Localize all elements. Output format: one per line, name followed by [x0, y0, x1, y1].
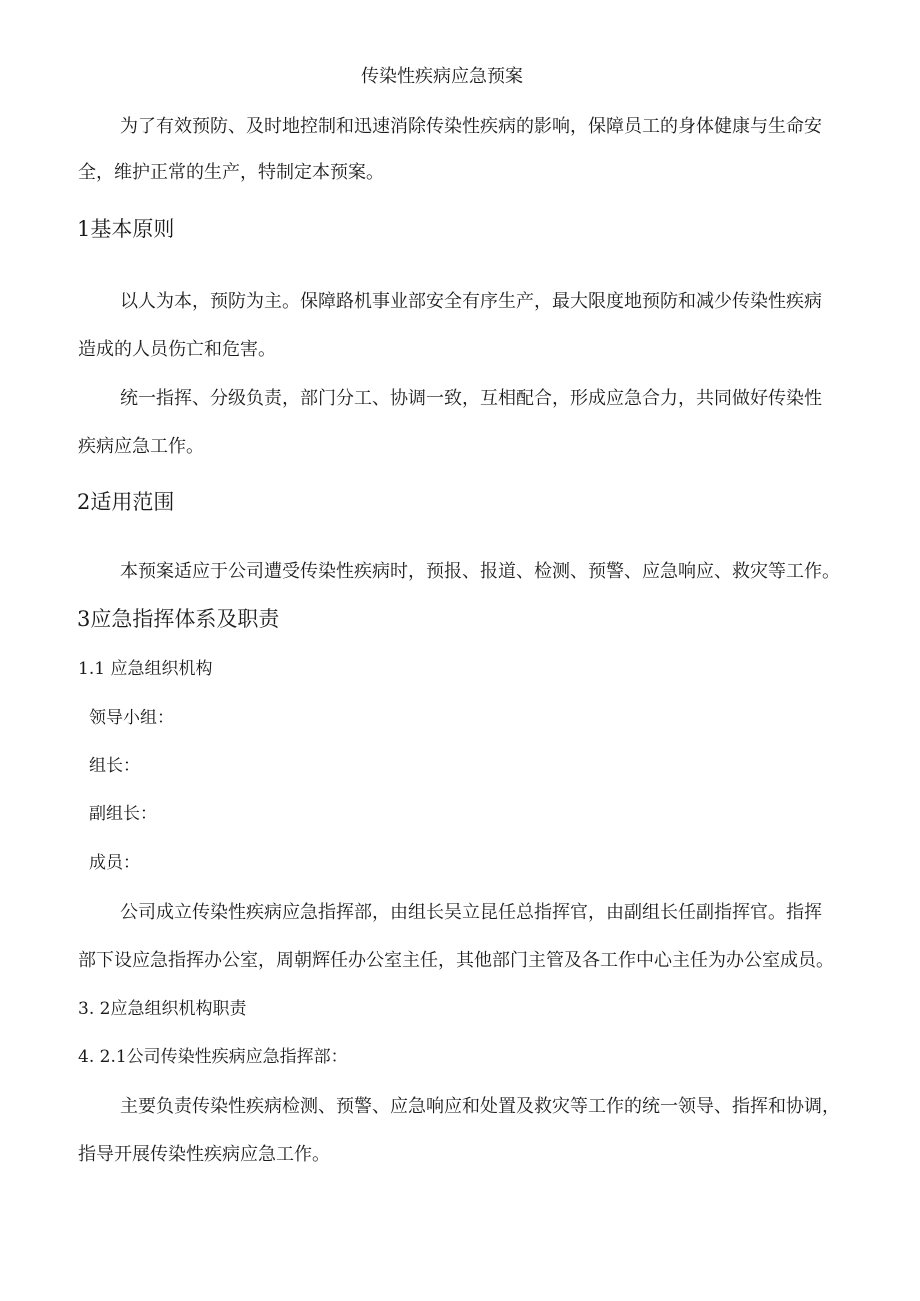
section-1-paragraph-1-line-1: 以人为本，预防为主。保障路机事业部安全有序生产，最大限度地预防和减少传染性疾病	[120, 291, 822, 312]
section-3-heading: 3应急指挥体系及职责	[77, 607, 280, 631]
subsection-2-paragraph-line-1: 主要负责传染性疾病检测、预警、应急响应和处置及救灾等工作的统一领导、指挥和协调，	[120, 1096, 840, 1117]
section-1-heading: 1基本原则	[77, 217, 175, 241]
subsection-2-1-heading: 4. 2.1公司传染性疾病应急指挥部：	[78, 1047, 348, 1067]
intro-line-2: 全，维护正常的生产，特制定本预案。	[78, 162, 384, 183]
subsection-1-paragraph-line-2: 部下设应急指挥办公室，周朝辉任办公室主任，其他部门主管及各工作中心主任为办公室成员。	[78, 950, 834, 971]
section-2-heading: 2适用范围	[77, 490, 175, 514]
deputy-leader-label: 副组长：	[89, 804, 157, 824]
subsection-1-heading: 1.1 应急组织机构	[78, 659, 213, 679]
section-1-paragraph-1-line-2: 造成的人员伤亡和危害。	[78, 339, 276, 360]
subsection-1-paragraph-line-1: 公司成立传染性疾病应急指挥部，由组长吴立昆任总指挥官，由副组长任副指挥官。指挥	[120, 902, 822, 923]
leader-group-label: 领导小组：	[89, 708, 174, 728]
intro-line-1: 为了有效预防、及时地控制和迅速消除传染性疾病的影响，保障员工的身体健康与生命安	[120, 116, 822, 137]
subsection-2-paragraph-line-2: 指导开展传染性疾病应急工作。	[78, 1144, 330, 1165]
group-leader-label: 组长：	[89, 756, 140, 776]
members-label: 成员：	[89, 853, 140, 873]
subsection-2-heading: 3. 2应急组织机构职责	[78, 999, 247, 1019]
section-2-paragraph-1: 本预案适应于公司遭受传染性疾病时，预报、报道、检测、预警、应急响应、救灾等工作。	[120, 561, 840, 582]
section-1-paragraph-2-line-2: 疾病应急工作。	[78, 436, 204, 457]
section-1-paragraph-2-line-1: 统一指挥、分级负责，部门分工、协调一致，互相配合，形成应急合力，共同做好传染性	[120, 388, 822, 409]
document-title: 传染性疾病应急预案	[361, 66, 523, 87]
